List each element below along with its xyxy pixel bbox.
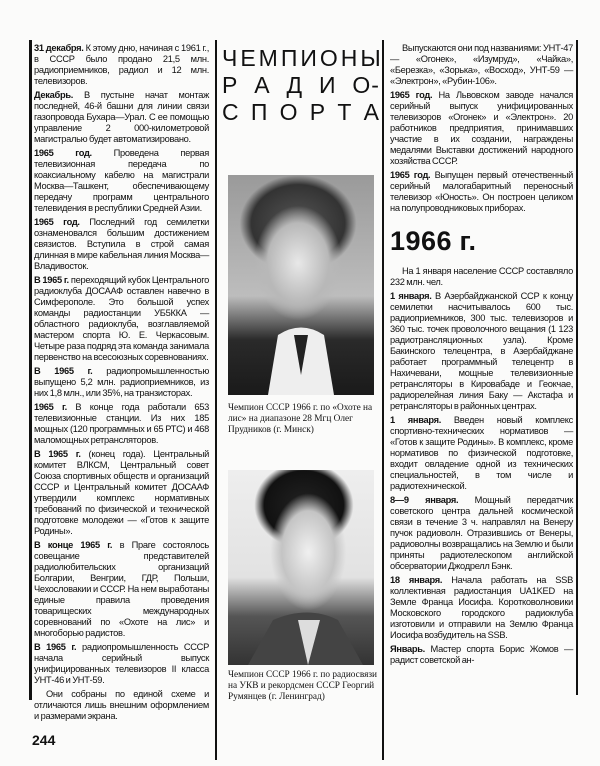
paragraph-text: Введен новый комплекс спортивно-технических нормативов — «Готов к защите Родины». В комплекс, кроме нормативов по физической подготовке, входит овладение одной из технических специальностей, в том числе и радиотехнической. — [390, 415, 573, 491]
date-lead: В 1965 г. — [34, 642, 77, 652]
paragraph — [34, 449, 209, 537]
title-line-3: С П О Р Т А — [222, 99, 380, 125]
paragraph-text: Последний год семилетки ознаменовался большим достижением связистов. Вступила в строй самая длинная в мире кабельная линия Москва—Владивосток. — [34, 217, 210, 271]
paragraph — [34, 217, 209, 272]
paragraph-text: На Львовском заводе начался серийный выпуск унифицированных телевизоров «Огонек» и «Электрон». 20 работников предприятия, принимавших участие в их создании, награждены медалями Выставки достижений народного хозяйства СССР. — [390, 90, 573, 166]
paragraph — [390, 644, 573, 666]
paragraph — [390, 170, 573, 214]
portrait-photo-prudnikov — [228, 175, 374, 395]
paragraph — [34, 540, 209, 639]
paragraph-text: Выпускаются они под названиями: УНТ-47 — «Огонек», «Изумруд», «Чайка», «Березка», «Зорька», «Восход», УНТ-59 — «Электрон», «Рубин-106». — [390, 43, 573, 86]
middle-right-rule — [382, 40, 384, 760]
year-heading: 1966 г. — [390, 226, 477, 256]
right-column — [390, 43, 573, 669]
left-column-rule — [29, 40, 32, 700]
left-column-body — [34, 43, 209, 722]
right-column-bottom — [390, 266, 573, 666]
photo-caption-2: Чемпион СССР 1966 г. по радиосвязи на УКВ и рекордсмен СССР Георгий Румянцев (г. Ленинград) — [228, 670, 378, 702]
date-lead: 1965 год. — [390, 90, 433, 100]
date-lead: 1965 год. — [34, 217, 80, 227]
paragraph — [34, 642, 209, 686]
title-line-1: ЧЕМПИОНЫ — [222, 45, 384, 71]
date-lead: 1 января. — [390, 291, 432, 301]
paragraph-text: (конец года). Центральный комитет ВЛКСМ, Центральный совет Союза спортивных обществ и организаций СССР и Центральный комитет ДОСААФ утвердили комплекс нормативных требований по физической и технической подготовке молодежи — «Готов к защите Родины». — [34, 449, 210, 536]
paragraph — [390, 291, 573, 412]
right-column-top — [390, 43, 573, 214]
date-lead: Декабрь. — [34, 90, 74, 100]
right-column-rule — [576, 40, 578, 695]
paragraph — [390, 43, 573, 87]
paragraph-text: радиопромышленность СССР начала серийный выпуск унифицированных телевизоров II класса УНТ-46 и УНТ-59. — [34, 642, 209, 685]
paragraph — [390, 90, 573, 167]
paragraph-text: Мастер спорта Борис Жомов — радист советской ан- — [390, 644, 573, 665]
paragraph-text: в Праге состоялось совещание представителей радиолюбительских организаций Болгарии, Венгрии, ГДР, Польши, Чехословакии и СССР. На нем выработаны единые правила проведения товарищеских международных соревнований по «Охоте на лис» и многоборью радистов. — [34, 540, 209, 638]
paragraph — [34, 43, 209, 87]
paragraph-text: Мощный передатчик советского центра дальней космической связи в течение 3 ч. направлял на Венеру пучок радиоволн. Отразившись от Венеры, радиоволны возвращались на Землю и были приняты радиотелескопом английской обсерватории Джодрелл Бэнк. — [390, 495, 573, 571]
middle-left-rule — [215, 40, 217, 760]
paragraph — [390, 415, 573, 492]
paragraph-text: Они собраны по единой схеме и отличаются лишь внешним оформлением и размерами экрана. — [34, 689, 209, 721]
date-lead: 18 января. — [390, 575, 443, 585]
date-lead: В 1965 г. — [34, 449, 81, 459]
paragraph-text: радиопромышленностью выпущено 5,2 млн. радиоприемников, из них 1,8 млн., или 35%, на транзисторах. — [34, 366, 209, 398]
paragraph — [390, 266, 573, 288]
date-lead: 1965 год. — [390, 170, 431, 180]
paragraph — [34, 689, 209, 722]
date-lead: 31 декабря. — [34, 43, 84, 53]
paragraph-text: В конце года работали 653 телевизионные станции. Из них 185 мощных (120 программных и 65 РТС) и 468 маломощных ретрансляторов. — [34, 402, 209, 445]
portrait-silhouette — [228, 470, 374, 665]
paragraph — [34, 402, 209, 446]
paragraph-text: переходящий кубок Центрального радиоклуба ДОСААФ оставлен навечно в Симферополе. Это большой успех команды радиостанции УБ5ККА — областного радиоклуба, возглавляемой мастером спорта Ю. Е. Черкасовым. Четыре раза подряд эта команда занимала первенство на всесоюзных соревнованиях. — [34, 275, 210, 362]
paragraph — [390, 575, 573, 641]
portrait-photo-rumyantsev — [228, 470, 374, 665]
paragraph-text: Проведена первая телевизионная передача по коаксиальному кабелю на магистрали Москва—Ташкент, обеспечивающему передачу программ центрального телевидения в республики Средней Азии. — [34, 148, 209, 213]
date-lead: 1 января. — [390, 415, 442, 425]
page-number: 244 — [32, 732, 56, 748]
title-line-2: Р А Д И О- — [222, 72, 380, 98]
paragraph-text: К этому дню, начиная с 1961 г., в СССР было продано 21,5 млн. радиоприемников, радиол и 12 млн. телевизоров. — [34, 43, 209, 86]
paragraph-text: В пустыне начат монтаж последней, 46-й башни для линии связи газопровода Бухара—Урал. С ее помощью управление 2 000-километровой магистралью будет автоматизировано. — [34, 90, 209, 144]
date-lead: В конце 1965 г. — [34, 540, 113, 550]
paragraph — [390, 495, 573, 572]
date-lead: В 1965 г. — [34, 275, 69, 285]
date-lead: 1965 г. — [34, 402, 67, 412]
date-lead: В 1965 г. — [34, 366, 93, 376]
portrait-silhouette — [228, 175, 374, 395]
paragraph-text: Начала работать на SSB коллективная радиостанция UA1KED на Земле Франца Иосифа. Коротковолновики Московского городского радиоклуба изготовили и отправили на Землю Франца Иосифа возбудитель на SSB. — [390, 575, 573, 640]
paragraph — [34, 275, 209, 363]
paragraph-text: Выпущен первый отечественный серийный малогабаритный переносный телевизор «Юность». Он построен целиком на полупроводниковых приборах. — [390, 170, 573, 213]
left-column — [34, 43, 209, 748]
photo-caption-1: Чемпион СССР 1966 г. по «Охоте на лис» на диапазоне 28 Мгц Олег Прудников (г. Минск) — [228, 403, 373, 435]
date-lead: Январь. — [390, 644, 425, 654]
section-title — [222, 45, 384, 126]
paragraph — [34, 148, 209, 214]
paragraph-text: На 1 января население СССР составляло 232 млн. чел. — [390, 266, 573, 287]
date-lead: 8—9 января. — [390, 495, 459, 505]
date-lead: 1965 год. — [34, 148, 92, 158]
paragraph — [34, 366, 209, 399]
paragraph — [34, 90, 209, 145]
paragraph-text: В Азербайджанской ССР к концу семилетки насчитывалось 600 тыс. радиоприемников, 300 тыс. телевизоров и 360 тыс. точек проволочного вещания (1 123 радиотрансляционных узла). Кроме Бакинского телецентра, в Азербайджане работает программный телецентр в Нахичевани, мощные телевизионные ретрансляторы в Кировабаде и Геокчае, радиорелейная линия Баку — Акстафа и ретрансляторы в районных центрах. — [390, 291, 573, 411]
